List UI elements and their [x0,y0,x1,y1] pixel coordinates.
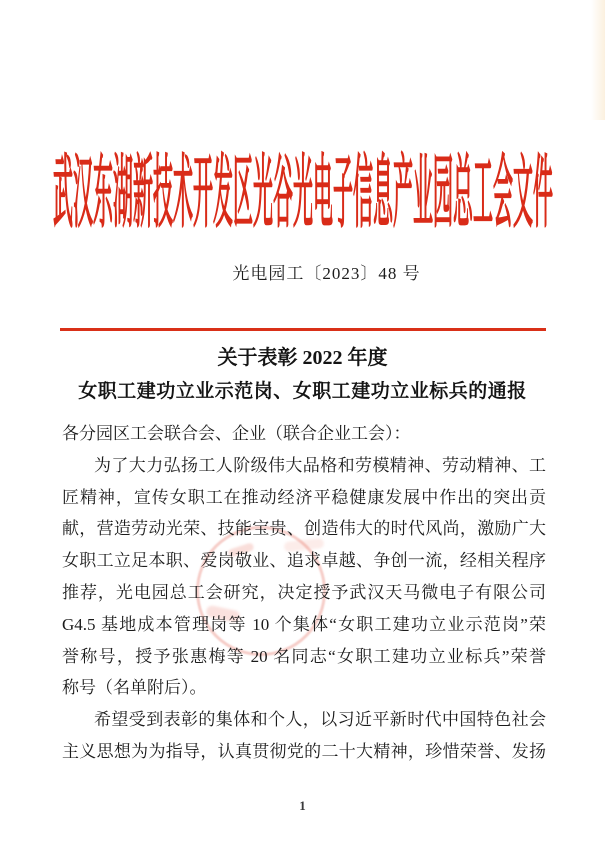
document-title-line2: 女职工建功立业示范岗、女职工建功立业标兵的通报 [78,381,527,402]
body-line: 匠精神，宣传女职工在推动经济平稳健康发展中作出的突出贡 [62,487,546,507]
document-body [62,418,546,768]
body-line: 女职工立足本职、爱岗敬业、追求卓越、争创一流，经相关程序 [62,551,546,571]
body-line: G4.5 基地成本管理岗等 10 个集体“女职工建功立业示范岗”荣 [62,614,546,634]
document-number: 光电园工〔2023〕48 号 [232,264,421,283]
page-number: 1 [299,798,306,813]
document-title-line1: 关于表彰 2022 年度 [217,347,388,369]
body-line: 献，营造劳动光荣、技能宝贵、创造伟大的时代风尚，激励广大 [62,519,546,539]
body-line: 为了大力弘扬工人阶级伟大品格和劳模精神、劳动精神、工 [94,455,546,475]
document-title [0,342,605,408]
body-line: 希望受到表彰的集体和个人，以习近平新时代中国特色社会 [94,710,546,730]
red-header-banner [0,140,605,238]
body-line: 誉称号，授予张惠梅等 20 名同志“女职工建功立业标兵”荣誉 [62,646,546,666]
body-line: 称号（名单附后）。 [62,678,207,698]
body-line: 各分园区工会联合会、企业（联合企业工会）： [62,424,411,443]
issuing-authority-title: 武汉东湖新技术开发区光谷光电子信息产业园总工会文件 [52,149,553,238]
red-separator-line [60,328,546,331]
body-line: 主义思想为为指导，认真贯彻党的二十大精神，珍惜荣誉、发扬 [62,741,546,761]
body-line: 推荐，光电园总工会研究，决定授予武汉天马微电子有限公司 [62,582,546,602]
